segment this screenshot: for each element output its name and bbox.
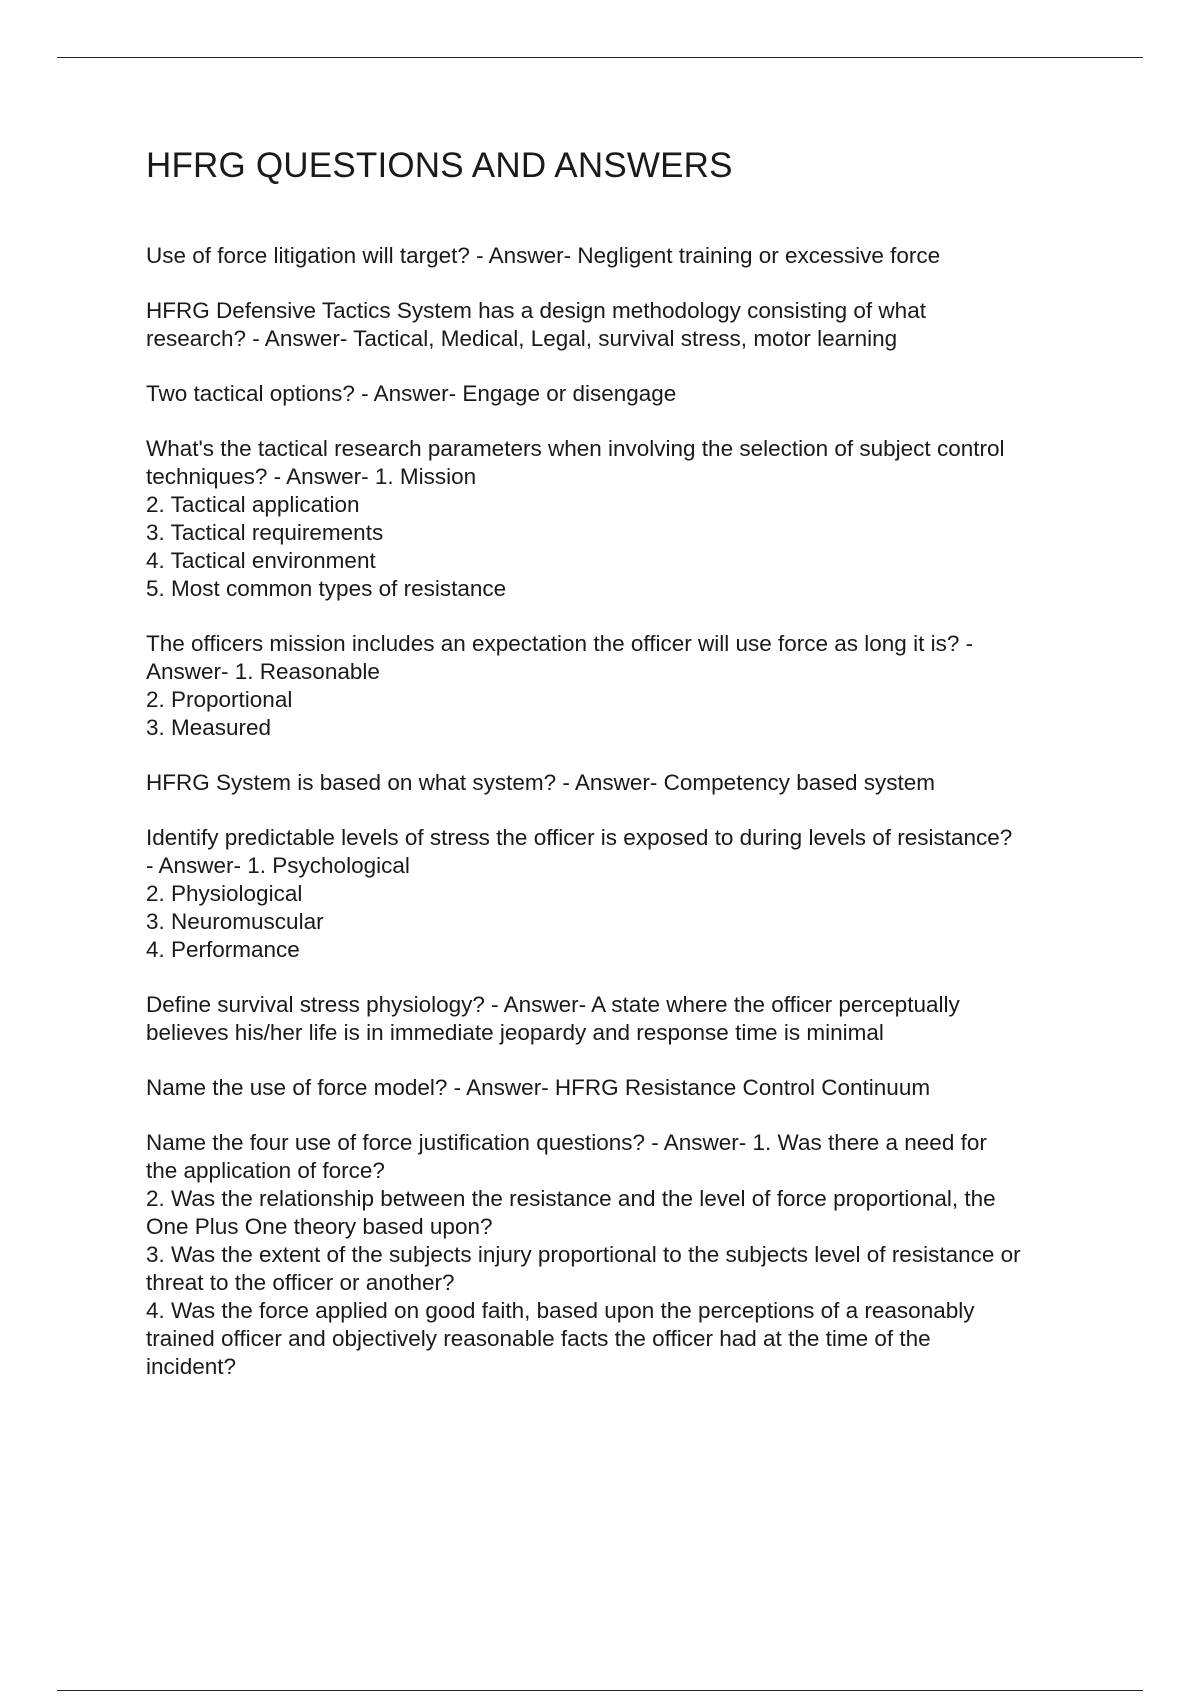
qa-line: Define survival stress physiology? - Answer- A state where the officer perceptually (146, 992, 960, 1017)
qa-line: 2. Tactical application (146, 492, 360, 517)
qa-line: 3. Neuromuscular (146, 909, 324, 934)
qa-line: 2. Physiological (146, 881, 303, 906)
qa-line: 3. Measured (146, 715, 272, 740)
qa-line: 2. Was the relationship between the resistance and the level of force proportional, the (146, 1186, 996, 1211)
qa-line: One Plus One theory based upon? (146, 1214, 493, 1239)
qa-item (146, 380, 1096, 408)
qa-line: 5. Most common types of resistance (146, 576, 507, 601)
qa-item (146, 435, 1096, 603)
qa-line: Name the four use of force justification questions? - Answer- 1. Was there a need for (146, 1130, 987, 1155)
document-title: HFRG QUESTIONS AND ANSWERS (146, 146, 733, 185)
qa-line: 3. Tactical requirements (146, 520, 384, 545)
qa-line: 4. Performance (146, 937, 300, 962)
qa-line: Answer- 1. Reasonable (146, 659, 380, 684)
qa-item (146, 297, 1096, 353)
qa-line: Two tactical options? - Answer- Engage or disengage (146, 381, 677, 406)
qa-item (146, 242, 1096, 270)
qa-line: 4. Was the force applied on good faith, based upon the perceptions of a reasonably (146, 1298, 975, 1323)
footer-rule (57, 1690, 1143, 1691)
qa-line: - Answer- 1. Psychological (146, 853, 410, 878)
document-body (146, 144, 1096, 1408)
qa-item (146, 991, 1096, 1047)
qa-item (146, 630, 1096, 742)
qa-line: research? - Answer- Tactical, Medical, Legal, survival stress, motor learning (146, 326, 898, 351)
qa-line: 3. Was the extent of the subjects injury proportional to the subjects level of resistance or (146, 1242, 1021, 1267)
qa-line: Name the use of force model? - Answer- HFRG Resistance Control Continuum (146, 1075, 931, 1100)
qa-line: trained officer and objectively reasonable facts the officer had at the time of the (146, 1326, 931, 1351)
qa-line: 4. Tactical environment (146, 548, 376, 573)
qa-line: techniques? - Answer- 1. Mission (146, 464, 477, 489)
qa-line: Use of force litigation will target? - Answer- Negligent training or excessive force (146, 243, 941, 268)
qa-item (146, 769, 1096, 797)
qa-item (146, 824, 1096, 964)
header-rule (57, 57, 1143, 58)
qa-list (146, 242, 1096, 1381)
qa-line: What's the tactical research parameters when involving the selection of subject control (146, 436, 1005, 461)
qa-item (146, 1129, 1096, 1381)
qa-line: The officers mission includes an expectation the officer will use force as long it is? - (146, 631, 974, 656)
qa-line: HFRG Defensive Tactics System has a design methodology consisting of what (146, 298, 926, 323)
qa-line: believes his/her life is in immediate jeopardy and response time is minimal (146, 1020, 884, 1045)
qa-item (146, 1074, 1096, 1102)
qa-line: threat to the officer or another? (146, 1270, 455, 1295)
qa-line: incident? (146, 1354, 237, 1379)
qa-line: HFRG System is based on what system? - Answer- Competency based system (146, 770, 936, 795)
qa-line: the application of force? (146, 1158, 385, 1183)
qa-line: Identify predictable levels of stress the officer is exposed to during levels of resistance? (146, 825, 1013, 850)
qa-line: 2. Proportional (146, 687, 293, 712)
